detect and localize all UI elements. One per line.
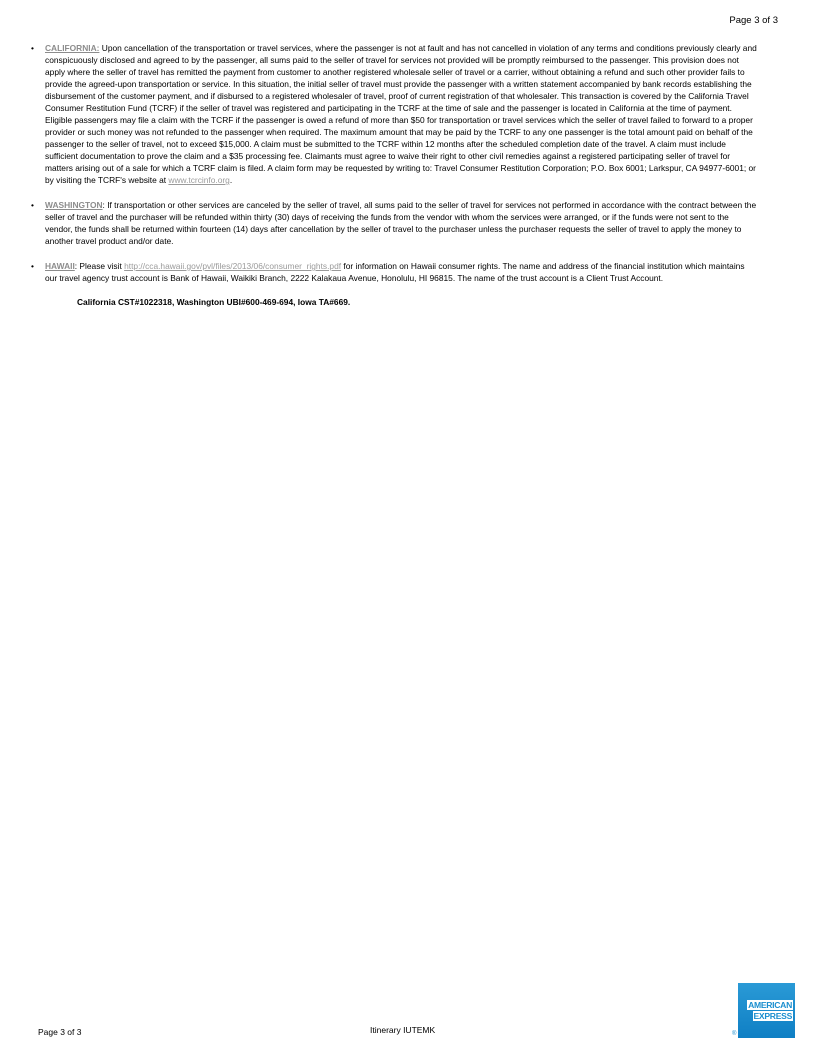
logo-line-express: EXPRESS [753,1011,792,1021]
hawaii-disclosure [31,260,758,284]
registered-mark: ® [732,1031,737,1037]
washington-disclosure [31,199,758,247]
washington-text: : If transportation or other services are canceled by the seller of travel, all sums paid to the seller of travel for services not performed in accordance with the contract between the seller of travel and the purchaser will be refunded within thirty (30) days of receiving the funds from the vendor with whom the services were arranged, or if the funds were not sent to the vendor, the funds shall be returned within fourteen (14) days after cancellation by the seller of travel to the purchaser unless the purchaser requests the seller of travel to apply the money to another travel product and/or date. [45,200,757,246]
page-indicator-footer: Page 3 of 3 [38,1027,82,1037]
tcrf-website-link[interactable]: www.tcrcinfo.org [168,175,230,185]
bullet: • [31,261,34,271]
washington-label[interactable]: WASHINGTON [45,200,103,210]
bullet: • [31,43,34,53]
disclosures-section [31,42,758,307]
california-label[interactable]: CALIFORNIA: [45,43,100,53]
license-numbers: California CST#1022318, Washington UBI#600-469-694, Iowa TA#669. [77,297,351,307]
hawaii-label[interactable]: HAWAII [45,261,75,271]
california-disclosure [31,42,758,186]
hawaii-text-end: for information on Hawaii consumer rights. The name and address of the financial institution which maintains our travel agency trust account is Bank of Hawaii, Waikiki Branch, 2222 Kalakaua Avenue, Honolulu, HI 96815. The name of the trust account is a Client Trust Account. [45,261,745,283]
california-text: Upon cancellation of the transportation or travel services, where the passenger is not at fault and has not cancelled in violation of any terms and conditions previously clearly and conspicuously disclosed and agreed to by the passenger, all sums paid to the seller of travel for services not provided will be promptly reimbursed to the passenger. This provision does not apply where the seller of travel has remitted the payment from customer to another registered wholesale seller of travel or a carrier, without obtaining a refund and such other provider fails to provide the agreed-upon transportation or service. In this situation, the initial seller of travel must provide the passenger with a written statement accompanied by bank records establishing the disbursement of the customer payment, and if disbursed to a registered wholesaler of travel, proof of current registration of that wholesaler. This transaction is covered by the California Travel Consumer Restitution Fund (TCRF) if the seller of travel was registered and participating in the TCRF at the time of sale and the passenger is located in California at the time of payment. Eligible passengers may file a claim with the TCRF if the passenger is owed a refund of more than $50 for transportation or travel services which the seller of travel failed to forward to a proper provider or such money was not refunded to the passenger when required. The maximum amount that may be paid by the TCRF to any one passenger is the total amount paid on behalf of the passenger to the seller of travel, not to exceed $15,000. A claim must be submitted to the TCRF within 12 months after the scheduled completion date of the travel. A claim must include sufficient documentation to prove the claim and a $35 processing fee. Claimants must agree to waive their right to other civil remedies against a registered participating seller of travel for matters arising out of a sale for which a TCRF claim is filed. A claim form may be requested by writing to: Travel Consumer Restitution Corporation; P.O. Box 6001; Larkspur, CA 94977-6001; or by visiting the TCRF's website at [45,43,757,185]
hawaii-text: : Please visit [74,261,125,271]
hawaii-consumer-rights-link[interactable]: http://cca.hawaii.gov/pvl/files/2013/06/consumer_rights.pdf [124,261,342,271]
logo-line-american: AMERICAN [748,1000,792,1010]
bullet: • [31,200,34,210]
page-indicator-top: Page 3 of 3 [729,15,778,26]
california-text-end: . [229,175,233,185]
itinerary-reference: Itinerary IUTEMK [370,1025,436,1035]
american-express-logo [738,983,795,1038]
